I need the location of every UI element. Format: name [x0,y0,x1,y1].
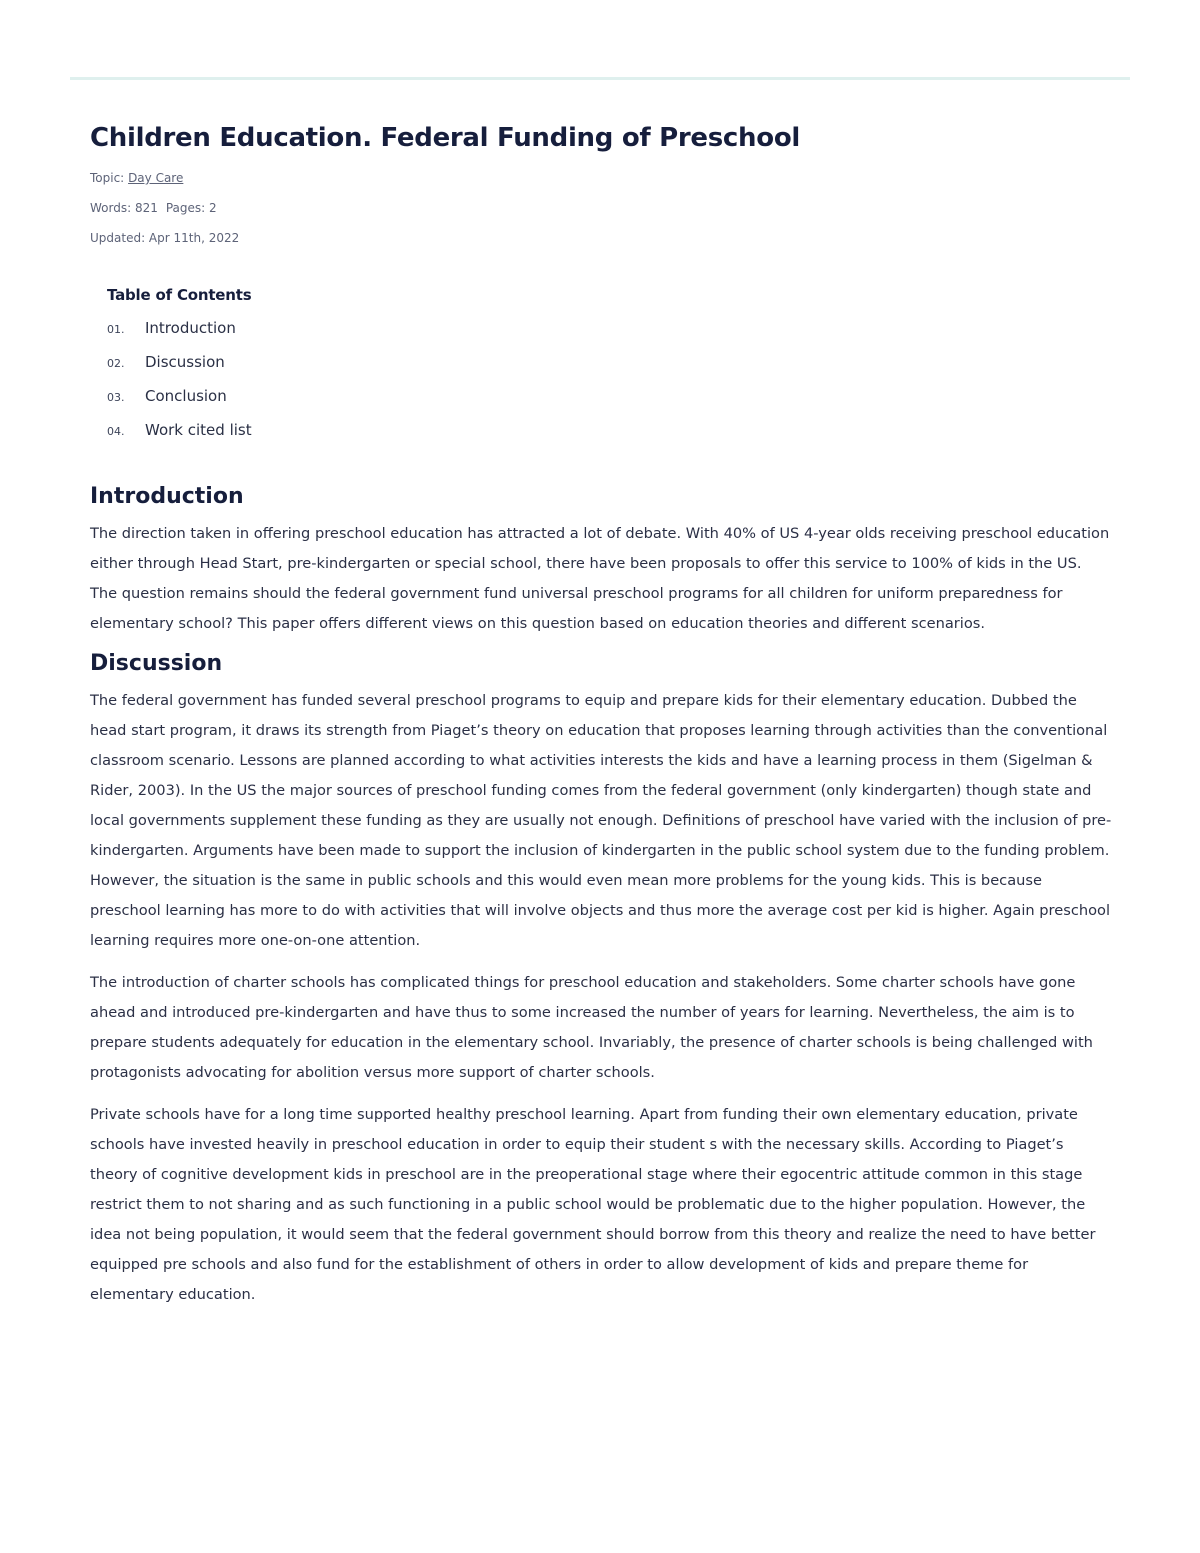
document-meta [90,169,1112,259]
topic-link[interactable]: Day Care [128,171,184,185]
toc-item-label[interactable]: Conclusion [145,387,227,405]
top-divider [70,77,1130,80]
toc-item-number: 01. [107,323,125,336]
toc-item-number: 04. [107,425,125,438]
updated-line [90,229,1112,259]
toc-title: Table of Contents [107,286,252,304]
section-introduction [90,482,1112,639]
topic-label: Topic: [90,171,125,185]
page-title: Children Education. Federal Funding of Preschool [90,123,800,153]
page-count: Pages: 2 [165,201,217,215]
word-count: Words: 821 [90,201,158,215]
section-heading: Discussion [90,651,223,676]
section-discussion [90,649,1112,1310]
toc-item-conclusion[interactable] [107,386,1112,420]
stats-line [90,199,1112,229]
toc-item-number: 02. [107,357,125,370]
document-content [90,118,1112,1310]
paragraph: The direction taken in offering preschool education has attracted a lot of debate. With 40% of US 4-year olds receiving preschool education either through Head Start, pre-kindergarten or special school, there have been proposals to offer this service to 100% of kids in the US. The question remains should the federal government fund universal preschool programs for all children for uniform preparedness for elementary school? This paper offers different views on this question based on education theories and different scenarios. [90,525,1110,632]
toc-item-introduction[interactable] [107,318,1112,352]
toc-item-label[interactable]: Discussion [145,353,225,371]
section-heading: Introduction [90,484,244,509]
paragraph: The federal government has funded several preschool programs to equip and prepare kids for their elementary education. Dubbed the head start program, it draws its strength from Piaget’s theory on education that proposes learning through activities than the conventional classroom scenario. Lessons are planned according to what activities interests the kids and have a learning process in them (Sigelman & Rider, 2003). In the US the major sources of preschool funding comes from the federal government (only kindergarten) though state and local governments supplement these funding as they are usually not enough. Definitions of preschool have varied with the inclusion of pre-kindergarten. Arguments have been made to support the inclusion of kindergarten in the public school system due to the funding problem. However, the situation is the same in public schools and this would even mean more problems for the young kids. This is because preschool learning has more to do with activities that will involve objects and thus more the average cost per kid is higher. Again preschool learning requires more one-on-one attention. [90,692,1112,949]
toc-item-work-cited[interactable] [107,420,1112,454]
paragraph: The introduction of charter schools has complicated things for preschool education and stakeholders. Some charter schools have gone ahead and introduced pre-kindergarten and have thus to some increased the number of years for learning. Nevertheless, the aim is to prepare students adequately for education in the elementary school. Invariably, the presence of charter schools is being challenged with protagonists advocating for abolition versus more support of charter schools. [90,974,1093,1081]
topic-line [90,169,1112,199]
table-of-contents [107,285,1112,454]
toc-item-number: 03. [107,391,125,404]
paragraph: Private schools have for a long time supported healthy preschool learning. Apart from funding their own elementary education, private schools have invested heavily in preschool education in order to equip their student s with the necessary skills. According to Piaget’s theory of cognitive development kids in preschool are in the preoperational stage where their egocentric attitude common in this stage restrict them to not sharing and as such functioning in a public school would be problematic due to the higher population. However, the idea not being population, it would seem that the federal government should borrow from this theory and realize the need to have better equipped pre schools and also fund for the establishment of others in order to allow development of kids and prepare theme for elementary education. [90,1106,1096,1303]
toc-item-discussion[interactable] [107,352,1112,386]
toc-item-label[interactable]: Introduction [145,319,236,337]
updated-date: Updated: Apr 11th, 2022 [90,231,240,245]
toc-item-label[interactable]: Work cited list [145,421,252,439]
